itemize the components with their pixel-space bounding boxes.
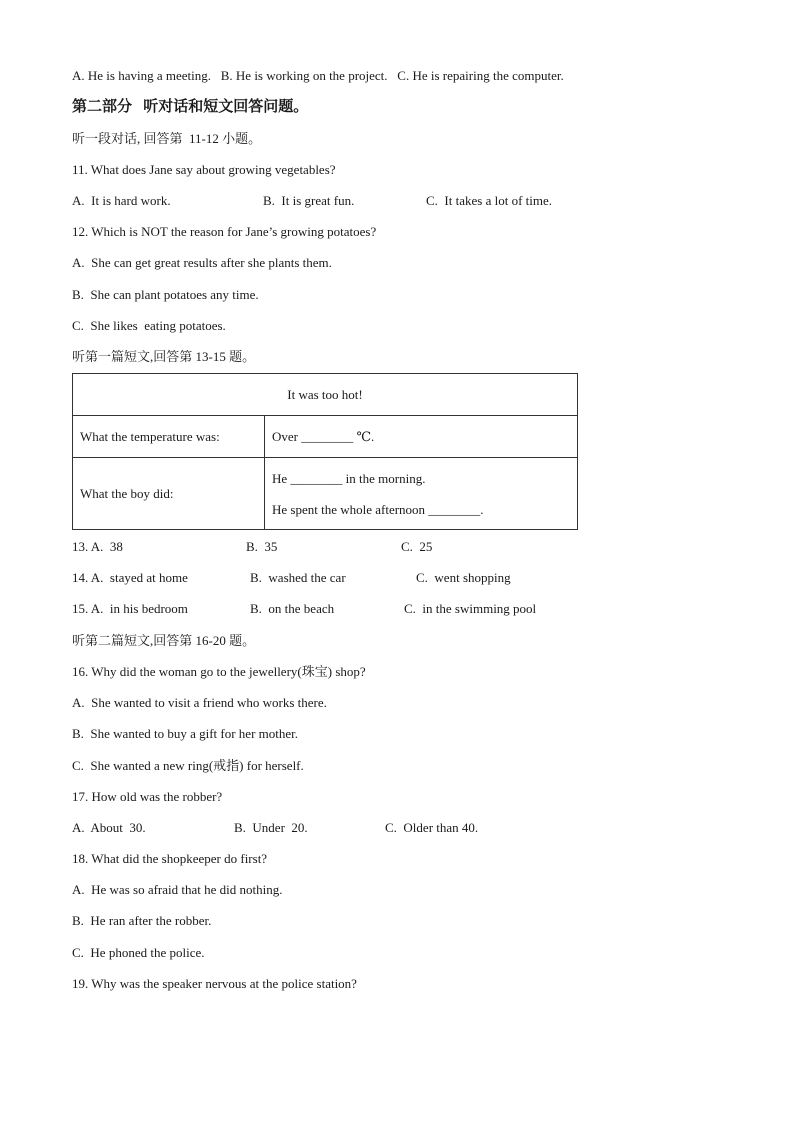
- q17-option-b: B. Under 20.: [234, 820, 308, 835]
- note-table: [72, 373, 578, 530]
- q15-option-b: B. on the beach: [250, 601, 335, 616]
- q11-option-c: C. It takes a lot of time.: [426, 193, 553, 208]
- q16-option-a: A. She wanted to visit a friend who works there.: [72, 695, 327, 710]
- table-label-activity: What the boy did:: [73, 458, 265, 530]
- q19-question: 19. Why was the speaker nervous at the police station?: [72, 976, 357, 991]
- table-value-afternoon: He spent the whole afternoon ________.: [272, 501, 484, 517]
- q14-option-a: 14. A. stayed at home: [72, 570, 188, 585]
- table-value-morning: He ________ in the morning.: [272, 470, 426, 486]
- q11-question: 11. What does Jane say about growing vegetables?: [72, 162, 336, 177]
- q12-question: 12. Which is NOT the reason for Jane’s growing potatoes?: [72, 224, 377, 239]
- table-value-temperature: Over ________ ℃.: [265, 416, 578, 458]
- q14-option-c: C. went shopping: [416, 570, 511, 585]
- q10-options: A. He is having a meeting. B. He is working on the project. C. He is repairing the computer.: [72, 68, 564, 83]
- q17-option-c: C. Older than 40.: [385, 820, 479, 835]
- q18-question: 18. What did the shopkeeper do first?: [72, 851, 268, 866]
- q13-option-c: C. 25: [401, 539, 433, 554]
- q12-option-b: B. She can plant potatoes any time.: [72, 287, 259, 302]
- q18-option-a: A. He was so afraid that he did nothing.: [72, 882, 283, 897]
- q16-question: 16. Why did the woman go to the jewellery(珠宝) shop?: [72, 664, 366, 679]
- q17-option-a: A. About 30.: [72, 820, 146, 835]
- q12-option-c: C. She likes eating potatoes.: [72, 318, 226, 333]
- table-label-temperature: What the temperature was:: [73, 416, 265, 458]
- dialog-instruction: 听一段对话, 回答第 11-12 小题。: [72, 131, 262, 146]
- q11-option-a: A. It is hard work.: [72, 193, 171, 208]
- passage1-instruction: 听第一篇短文,回答第 13-15 题。: [72, 349, 256, 364]
- q16-option-b: B. She wanted to buy a gift for her mother.: [72, 726, 299, 741]
- q14-option-b: B. washed the car: [250, 570, 346, 585]
- q18-option-c: C. He phoned the police.: [72, 945, 205, 960]
- q18-option-b: B. He ran after the robber.: [72, 913, 212, 928]
- part2-heading: 第二部分 听对话和短文回答问题。: [72, 99, 309, 115]
- table-value-activity: [265, 458, 578, 530]
- q15-option-c: C. in the swimming pool: [404, 601, 537, 616]
- q17-question: 17. How old was the robber?: [72, 789, 223, 804]
- q13-option-a: 13. A. 38: [72, 539, 123, 554]
- passage2-instruction: 听第二篇短文,回答第 16-20 题。: [72, 633, 256, 648]
- q13-option-b: B. 35: [246, 539, 278, 554]
- q15-option-a: 15. A. in his bedroom: [72, 601, 188, 616]
- table-title: It was too hot!: [73, 374, 578, 416]
- q12-option-a: A. She can get great results after she plants them.: [72, 255, 332, 270]
- q11-option-b: B. It is great fun.: [263, 193, 355, 208]
- q16-option-c: C. She wanted a new ring(戒指) for herself.: [72, 758, 304, 773]
